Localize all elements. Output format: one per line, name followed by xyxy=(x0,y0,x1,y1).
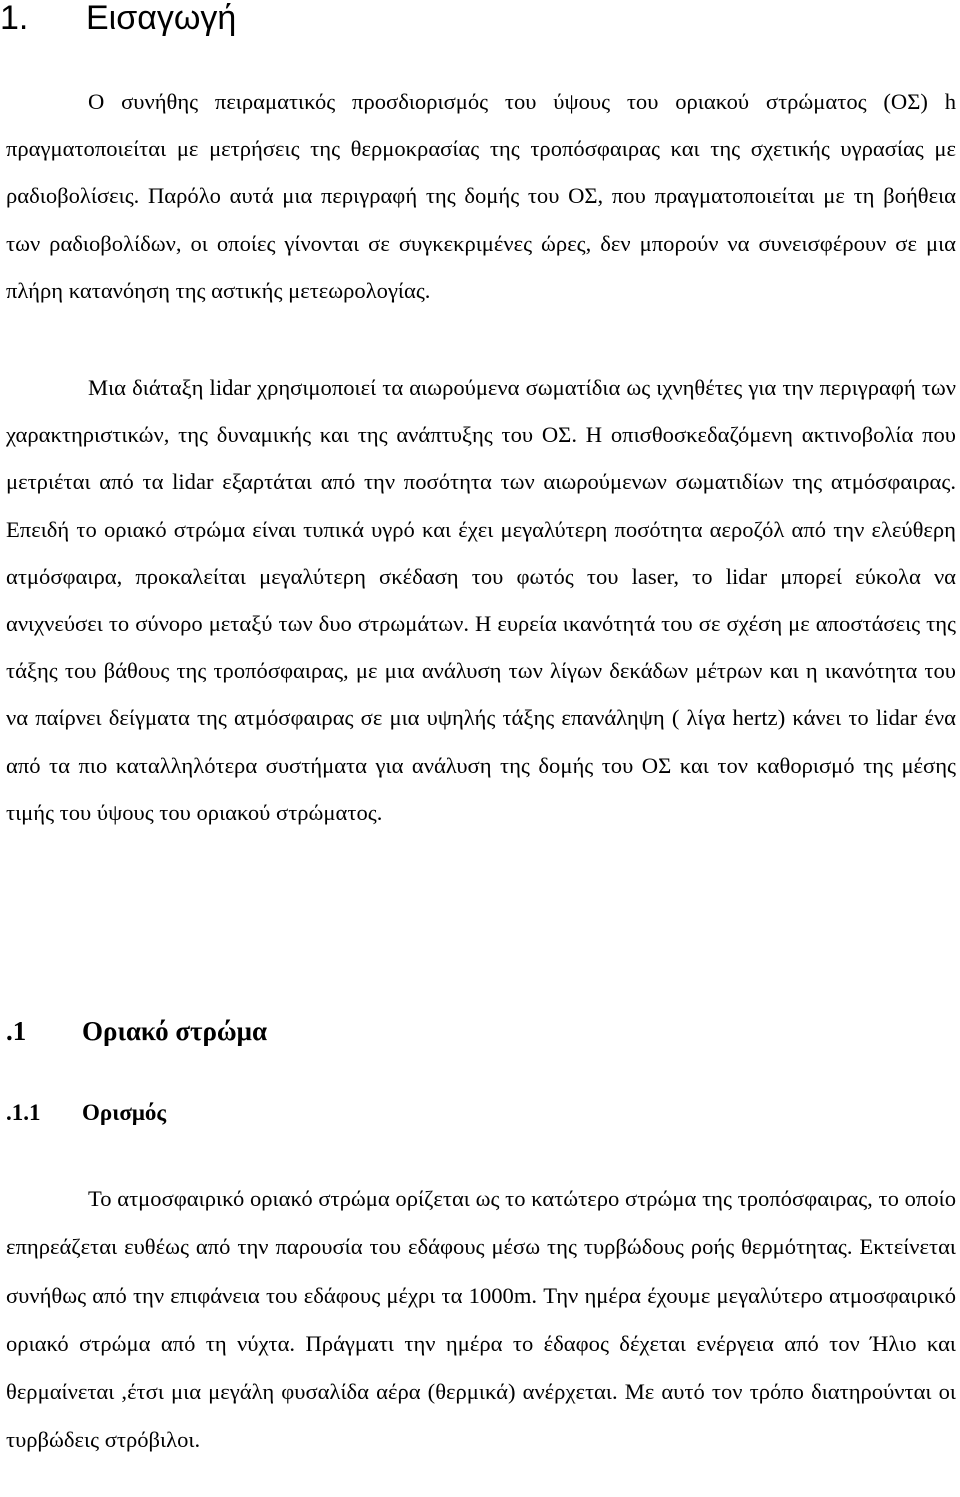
section-number: 1. xyxy=(0,0,29,37)
paragraph-lidar: Μια διάταξη lidar χρησιμοποιεί τα αιωρούμενα σωματίδια ως ιχνηθέτες για την περιγραφή των χαρακτηριστικών, της δυναμικής και της ανάπτυξης του ΟΣ. Η οπισθοσκεδαζόμενη ακτινοβολία που μετριέται από τα lidar εξαρτάται από την ποσότητα των αιωρούμενων σωματιδίων της ατμόσφαιρας. Επειδή το οριακό στρώμα είναι τυπικά υγρό και έχει μεγαλύτερη ποσότητα αεροζόλ από την ελεύθερη ατμόσφαιρα, προκαλείται μεγαλύτερη σκέδαση του φωτός του laser, το lidar μπορεί εύκολα να ανιχνεύσει το σύνορο μεταξύ των δυο στρωμάτων. Η ευρεία ικανότητά του σε σχέση με αποστάσεις της τάξης του βάθους της τροπόσφαιρας, με μια ανάλυση των λίγων δεκάδων μέτρων και η ικανότητα του να παίρνει δείγματα της ατμόσφαιρας σε μια υψηλής τάξης επανάληψη ( λίγα hertz) κάνει το lidar ένα από τα πιο καταλληλότερα συστήματα για ανάλυση της δομής του ΟΣ και τον καθορισμό της μέσης τιμής του ύψους του οριακού στρώματος. xyxy=(6,375,956,825)
subsection-title: Οριακό στρώμα xyxy=(82,1016,268,1046)
paragraph-intro: Ο συνήθης πειραματικός προσδιορισμός του ύψους του οριακού στρώματος (ΟΣ) h πραγματοποιείται με μετρήσεις της θερμοκρασίας της τροπόσφαιρας και της σχετικής υγρασίας με ραδιοβολίσεις. Παρόλο αυτά μια περιγραφή της δομής του ΟΣ, που πραγματοποιείται με τη βοήθεια των ραδιοβολίδων, οι οποίες γίνονται σε συγκεκριμένες ώρες, δεν μπορούν να συνεισφέρουν σε μια πλήρη κατανόηση της αστικής μετεωρολογίας. xyxy=(6,89,956,303)
paragraph-definition: Το ατμοσφαιρικό οριακό στρώμα ορίζεται ως το κατώτερο στρώμα της τροπόσφαιρας, το οποίο επηρεάζεται ευθέως από την παρουσία του εδάφους μέσω της τυρβώδους ροής θερμότητας. Εκτείνεται συνήθως από την επιφάνεια του εδάφους μέχρι τα 1000m. Την ημέρα έχουμε μεγαλύτερο ατμοσφαιρικό οριακό στρώμα από τη νύχτα. Πράγματι την ημέρα το έδαφος δέχεται ενέργεια από τον Ήλιο και θερμαίνεται ,έτσι μια μεγάλη φυσαλίδα αέρα (θερμικά) ανέρχεται. Με αυτό τον τρόπο διατηρούνται οι τυρβώδεις στρόβιλοι. xyxy=(6,1186,956,1453)
section-title: Εισαγωγή xyxy=(86,0,237,37)
subsection-number: .1 xyxy=(6,1016,27,1046)
subsubsection-title: Ορισμός xyxy=(82,1100,167,1125)
section-heading xyxy=(0,0,236,40)
subsection-heading xyxy=(6,1011,267,1051)
subsubsection-heading xyxy=(6,1095,166,1131)
subsubsection-number: .1.1 xyxy=(6,1100,41,1125)
